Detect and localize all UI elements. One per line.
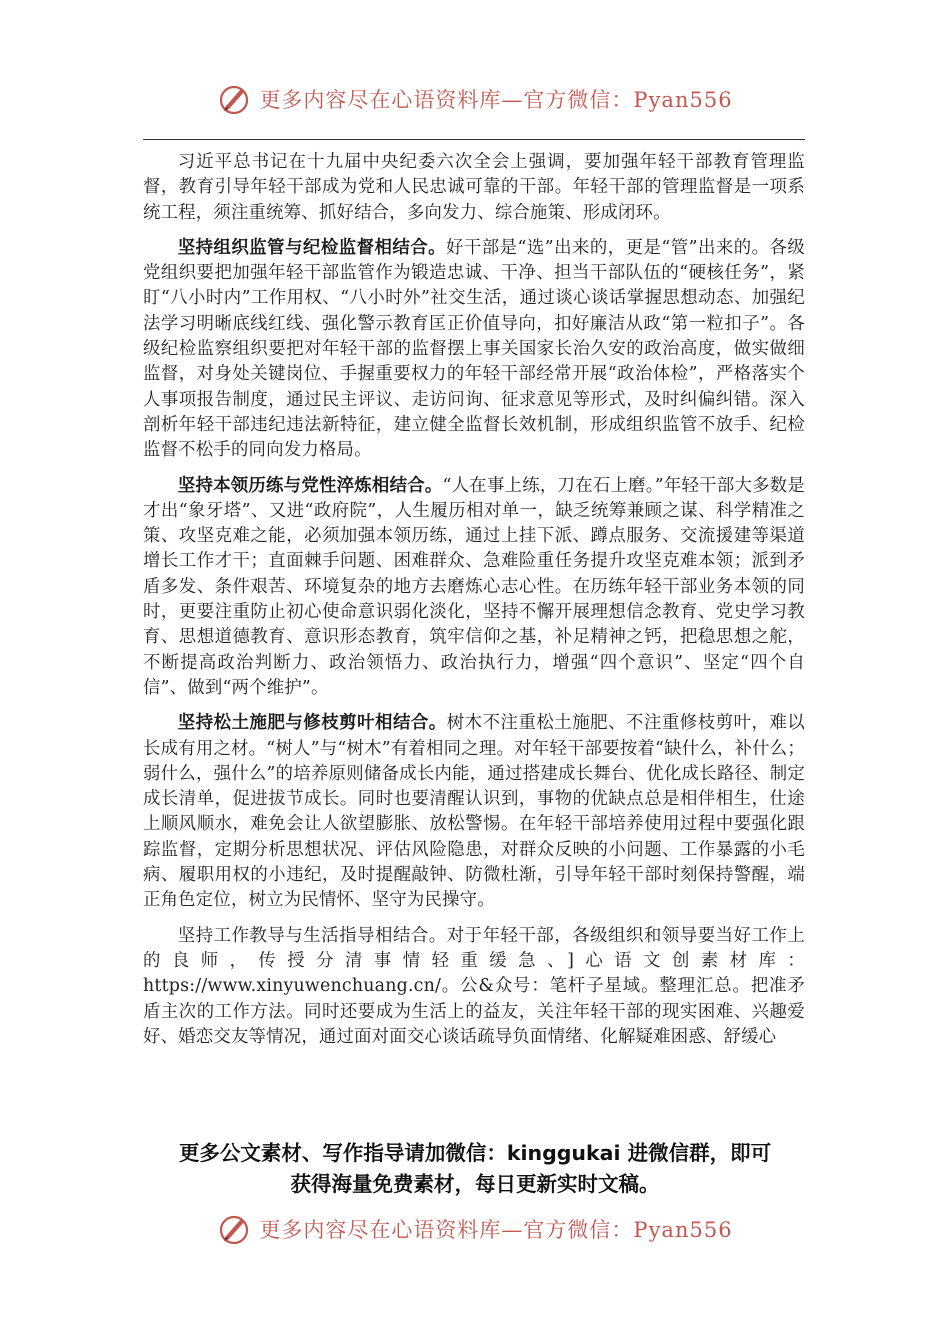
- paragraph-section-4: [143, 924, 805, 1050]
- paragraph-heading: 坚持松土施肥与修枝剪叶相结合。: [177, 713, 447, 734]
- paragraph-body: “人在事上练，刀在石上磨。”年轻干部大多数是才出“象牙塔”、又进“政府院”，人生履历相对单一，缺乏统筹兼顾之谋、科学精准之策、攻坚克难之能，必须加强本领历练，通过上挂下派、蹲点服务、交流援建等渠道增长工作才干；直面棘手问题、困难群众、急难险重任务提升攻坚克难本领；派到矛盾多发、条件艰苦、环境复杂的地方去磨炼心志心性。在历练年轻干部业务本领的同时，更要注重防止初心使命意识弱化淡化，坚持不懈开展理想信念教育、党史学习教育、思想道德教育、意识形态教育，筑牢信仰之基，补足精神之钙，把稳思想之舵，不断提高政治判断力、政治领悟力、政治执行力，增强“四个意识”、坚定“四个自信”、做到“两个维护”。: [143, 475, 805, 698]
- paragraph-intro: [143, 150, 805, 226]
- pen-circle-logo-icon: [217, 82, 251, 116]
- paragraph-body: 树木不注重松土施肥、不注重修枝剪叶，难以长成有用之材。“树人”与“树木”有着相同之理。对年轻干部要按着“缺什么，补什么；弱什么，强什么”的培养原则储备成长内能，通过搭建成长舞台、优化成长路径、制定成长清单，促进拔节成长。同时也要清醒认识到，事物的优缺点总是相伴相生，仕途上顺风顺水，难免会让人欲望膨胀、放松警惕。在年轻干部培养使用过程中要强化跟踪监督，定期分析思想状况、评估风险隐患，对群众反映的小问题、工作暴露的小毛病、履职用权的小违纪，及时提醒敲钟、防微杜渐，引导年轻干部时刻保持警醒，端正角色定位，树立为民情怀、坚守为民操守。: [143, 713, 805, 911]
- paragraph-section-3: [143, 711, 805, 913]
- promo-line-1: 更多公文素材、写作指导请加微信：kinggukai 进微信群，即可: [178, 1141, 772, 1165]
- promo-line-2: 获得海量免费素材，每日更新实时文稿。: [290, 1172, 660, 1196]
- paragraph-section-1: [143, 236, 805, 464]
- header-watermark-text: 更多内容尽在心语资料库—官方微信：Pyan556: [259, 88, 733, 112]
- paragraph-body: 习近平总书记在十九届中央纪委六次全会上强调，要加强年轻干部教育管理监督，教育引导年轻干部成为党和人民忠诚可靠的干部。年轻干部的管理监督是一项系统工程，须注重统筹、抓好结合，多向发力、综合施策、形成闭环。: [143, 152, 805, 223]
- header-watermark: [0, 82, 950, 116]
- pen-circle-logo-icon: [217, 1212, 251, 1246]
- paragraph-section-2: [143, 474, 805, 702]
- footer-watermark-text: 更多内容尽在心语资料库—官方微信：Pyan556: [259, 1218, 733, 1242]
- promo-callout: [100, 1138, 850, 1200]
- footer-watermark: [0, 1212, 950, 1246]
- paragraph-heading: 坚持本领历练与党性淬炼相结合。: [177, 475, 443, 496]
- header-divider: [143, 139, 805, 140]
- paragraph-heading: 坚持组织监管与纪检监督相结合。: [177, 237, 446, 258]
- document-body: [143, 150, 805, 1060]
- paragraph-body: 坚持工作教导与生活指导相结合。对于年轻干部，各级组织和领导要当好工作上的良师，传授分清事情轻重缓急、]心语文创素材库：https://www.xinyuwenchuang.cn/。公&众号：笔杆子星域。整理汇总。把准矛盾主次的工作方法。同时还要成为生活上的益友，关注年轻干部的现实困难、兴趣爱好、婚恋交友等情况，通过面对面交心谈话疏导负面情绪、化解疑难困惑、舒缓心: [143, 925, 805, 1047]
- paragraph-body: 好干部是“选”出来的，更是“管”出来的。各级党组织要把加强年轻干部监管作为锻造忠诚、干净、担当干部队伍的“硬核任务”，紧盯“八小时内”工作用权、“八小时外”社交生活，通过谈心谈话掌握思想动态、加强纪法学习明晰底线红线、强化警示教育匡正价值导向，扣好廉洁从政“第一粒扣子”。各级纪检监察组织要把对年轻干部的监督摆上事关国家长治久安的政治高度，做实做细监督，对身处关键岗位、手握重要权力的年轻干部经常开展“政治体检”，严格落实个人事项报告制度，通过民主评议、走访问询、征求意见等形式，及时纠偏纠错。深入剖析年轻干部违纪违法新特征，建立健全监督长效机制，形成组织监管不放手、纪检监督不松手的同向发力格局。: [143, 237, 805, 461]
